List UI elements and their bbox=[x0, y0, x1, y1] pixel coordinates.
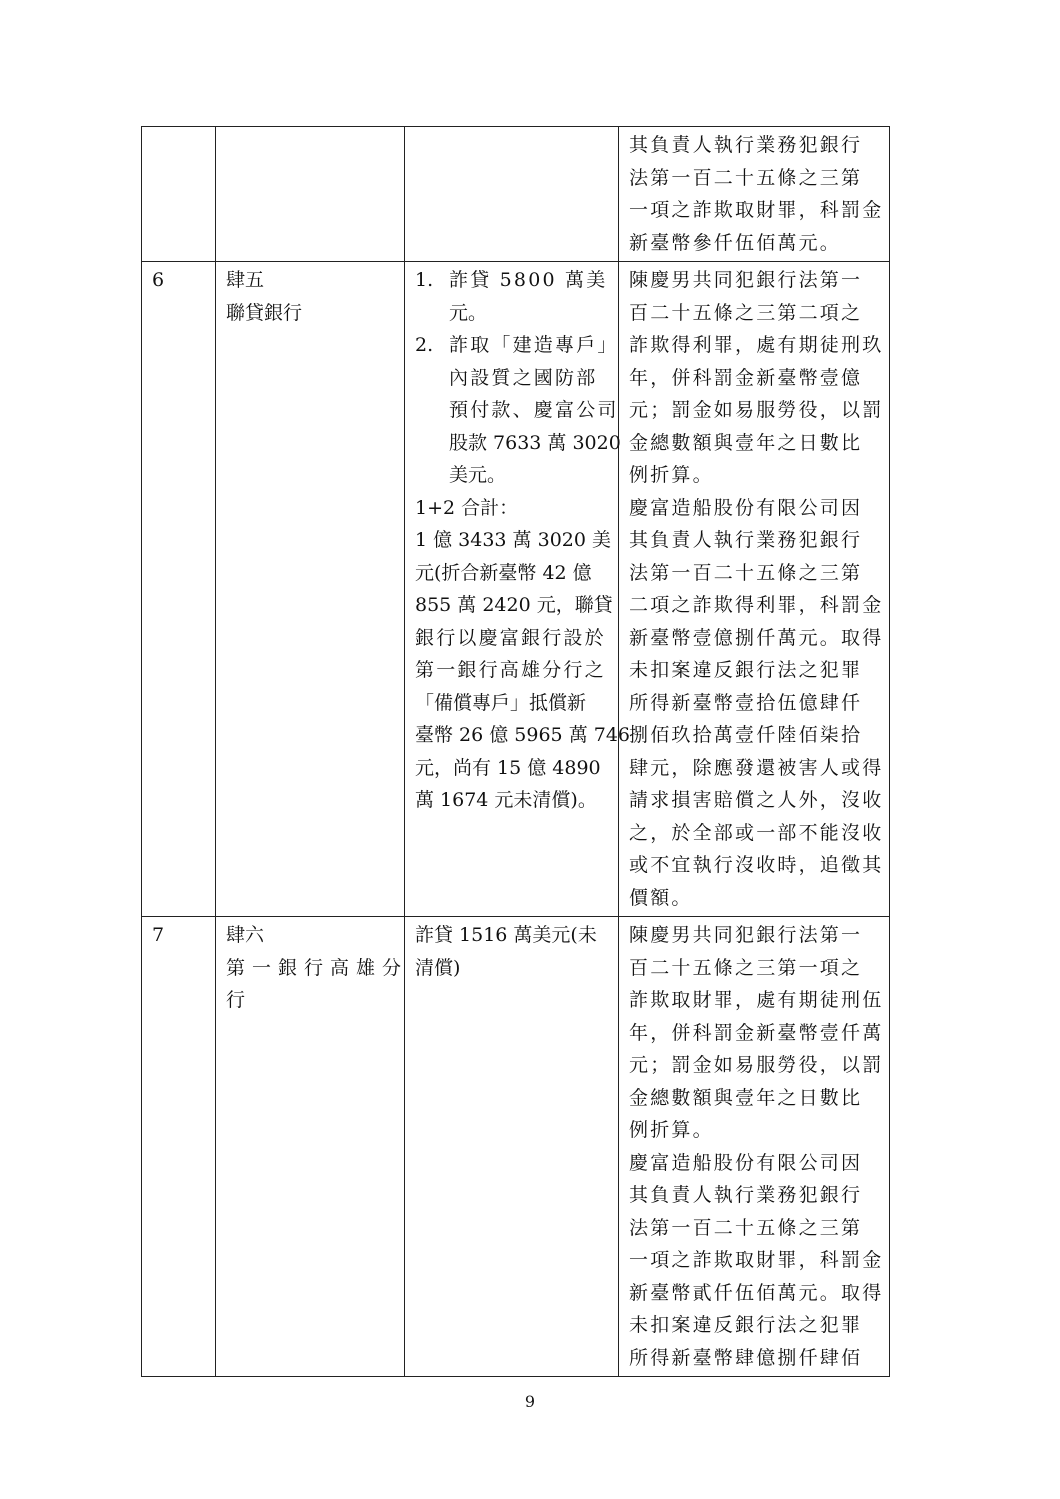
sentence-line: 所得新臺幣肆億捌仟肆佰 bbox=[629, 1346, 863, 1369]
sentence-line: 所得新臺幣壹拾伍億肆仟 bbox=[629, 691, 863, 714]
sentence-line: 價額。 bbox=[629, 886, 693, 909]
item-line: 預付款、慶富公司 bbox=[449, 399, 619, 421]
bank-name: 聯貸銀行 bbox=[226, 301, 303, 324]
page-number: 9 bbox=[524, 1392, 536, 1411]
total-line: 1 億 3433 萬 3020 美 bbox=[415, 529, 611, 551]
list-item bbox=[415, 329, 621, 492]
sentence-line: 肆元，除應發還被害人或得 bbox=[629, 756, 884, 779]
total-line: 1+2 合計： bbox=[415, 496, 519, 519]
sentence-cell bbox=[619, 917, 890, 1377]
row-number-cell bbox=[142, 262, 216, 917]
bank-name: 第一銀行高雄分 bbox=[226, 956, 409, 979]
row-number-cell bbox=[142, 127, 216, 262]
sentence-line: 未扣案違反銀行法之犯罪 bbox=[629, 1314, 863, 1336]
sentence-line: 其負責人執行業務犯銀行 bbox=[629, 134, 863, 156]
total-line: 萬 1674 元未清償)。 bbox=[415, 789, 597, 811]
bank-cell bbox=[216, 262, 405, 917]
sentence-line: 之，於全部或一部不能沒收 bbox=[629, 821, 884, 844]
sentence-line: 百二十五條之三第一項之 bbox=[629, 956, 863, 979]
sentence-cell bbox=[619, 127, 890, 262]
item-line: 美元。 bbox=[449, 464, 507, 486]
detail-line: 詐貸 1516 萬美元(未 bbox=[415, 924, 597, 946]
item-line: 詐貸 5800 萬美 bbox=[449, 269, 608, 291]
sentence-line: 金總數額與壹年之日數比 bbox=[629, 1086, 863, 1109]
table-row bbox=[142, 262, 890, 917]
bank-cell bbox=[216, 127, 405, 262]
sentence-line: 法第一百二十五條之三第 bbox=[629, 561, 863, 584]
sentence-line: 一項之詐欺取財罪，科罰金 bbox=[629, 1249, 884, 1271]
total-line: 元，尚有 15 億 4890 bbox=[415, 756, 601, 779]
sentence-line: 其負責人執行業務犯銀行 bbox=[629, 1184, 863, 1206]
exhibit-label: 肆六 bbox=[226, 924, 265, 946]
item-line: 股款 7633 萬 3020 bbox=[449, 431, 621, 454]
list-item bbox=[415, 264, 610, 329]
sentence-line: 其負責人執行業務犯銀行 bbox=[629, 529, 863, 551]
item-line: 詐取「建造專戶」 bbox=[449, 334, 619, 356]
fraud-detail-cell bbox=[405, 127, 619, 262]
item-line: 內設質之國防部 bbox=[449, 366, 598, 389]
sentence-line: 或不宜執行沒收時，追徵其 bbox=[629, 854, 884, 876]
fraud-detail-cell bbox=[405, 917, 619, 1377]
sentence-line: 年，併科罰金新臺幣壹仟萬 bbox=[629, 1021, 884, 1044]
sentence-cell bbox=[619, 262, 890, 917]
sentence-line: 新臺幣貳仟伍佰萬元。取得 bbox=[629, 1281, 884, 1304]
bank-cell bbox=[216, 917, 409, 1377]
sentence-line: 未扣案違反銀行法之犯罪 bbox=[629, 659, 863, 681]
sentence-line: 慶富造船股份有限公司因 bbox=[629, 1151, 863, 1174]
sentence-line: 陳慶男共同犯銀行法第一 bbox=[629, 269, 863, 291]
list-marker: 2. bbox=[415, 334, 434, 356]
sentence-line: 慶富造船股份有限公司因 bbox=[629, 496, 863, 519]
row-number-cell bbox=[142, 917, 216, 1377]
sentence-line: 新臺幣參仟伍佰萬元。 bbox=[629, 231, 842, 254]
sentence-line: 元；罰金如易服勞役，以罰 bbox=[629, 399, 884, 421]
item-line: 元。 bbox=[449, 301, 488, 324]
table-row bbox=[142, 917, 890, 1377]
sentence-line: 陳慶男共同犯銀行法第一 bbox=[629, 924, 863, 946]
sentence-line: 例折算。 bbox=[629, 464, 714, 486]
sentence-line: 法第一百二十五條之三第 bbox=[629, 1216, 863, 1239]
fraud-detail-cell bbox=[405, 262, 630, 917]
bank-name: 行 bbox=[226, 989, 246, 1011]
sentence-line: 金總數額與壹年之日數比 bbox=[629, 431, 863, 454]
total-line: 臺幣 26 億 5965 萬 746 bbox=[415, 724, 630, 746]
sentence-line: 新臺幣壹億捌仟萬元。取得 bbox=[629, 626, 884, 649]
sentence-line: 詐欺得利罪，處有期徒刑玖 bbox=[629, 334, 884, 356]
list-marker: 1. bbox=[415, 269, 434, 291]
total-line: 855 萬 2420 元，聯貸 bbox=[415, 594, 613, 616]
sentence-line: 詐欺取財罪，處有期徒刑伍 bbox=[629, 989, 884, 1011]
total-line: 銀行以慶富銀行設於 bbox=[415, 626, 606, 649]
sentence-line: 年，併科罰金新臺幣壹億 bbox=[629, 366, 863, 389]
sentence-line: 例折算。 bbox=[629, 1119, 714, 1141]
row-number: 6 bbox=[152, 269, 165, 291]
fraud-item-list bbox=[415, 264, 621, 492]
total-line: 第一銀行高雄分行之 bbox=[415, 659, 606, 681]
sentence-line: 元；罰金如易服勞役，以罰 bbox=[629, 1054, 884, 1076]
sentence-line: 一項之詐欺取財罪，科罰金 bbox=[629, 199, 884, 221]
detail-line: 清償) bbox=[415, 956, 461, 979]
sentence-line: 二項之詐欺得利罪，科罰金 bbox=[629, 594, 884, 616]
total-line: 「備償專戶」抵償新 bbox=[415, 691, 587, 714]
sentence-line: 請求損害賠償之人外，沒收 bbox=[629, 789, 884, 811]
exhibit-label: 肆五 bbox=[226, 269, 265, 291]
sentence-line: 百二十五條之三第二項之 bbox=[629, 301, 863, 324]
row-number: 7 bbox=[152, 924, 165, 946]
table-row bbox=[142, 127, 890, 262]
sentence-line: 捌佰玖拾萬壹仟陸佰柒拾 bbox=[629, 724, 863, 746]
sentence-line: 法第一百二十五條之三第 bbox=[629, 166, 863, 189]
total-line: 元(折合新臺幣 42 億 bbox=[415, 561, 592, 584]
judgment-table bbox=[141, 126, 890, 1377]
